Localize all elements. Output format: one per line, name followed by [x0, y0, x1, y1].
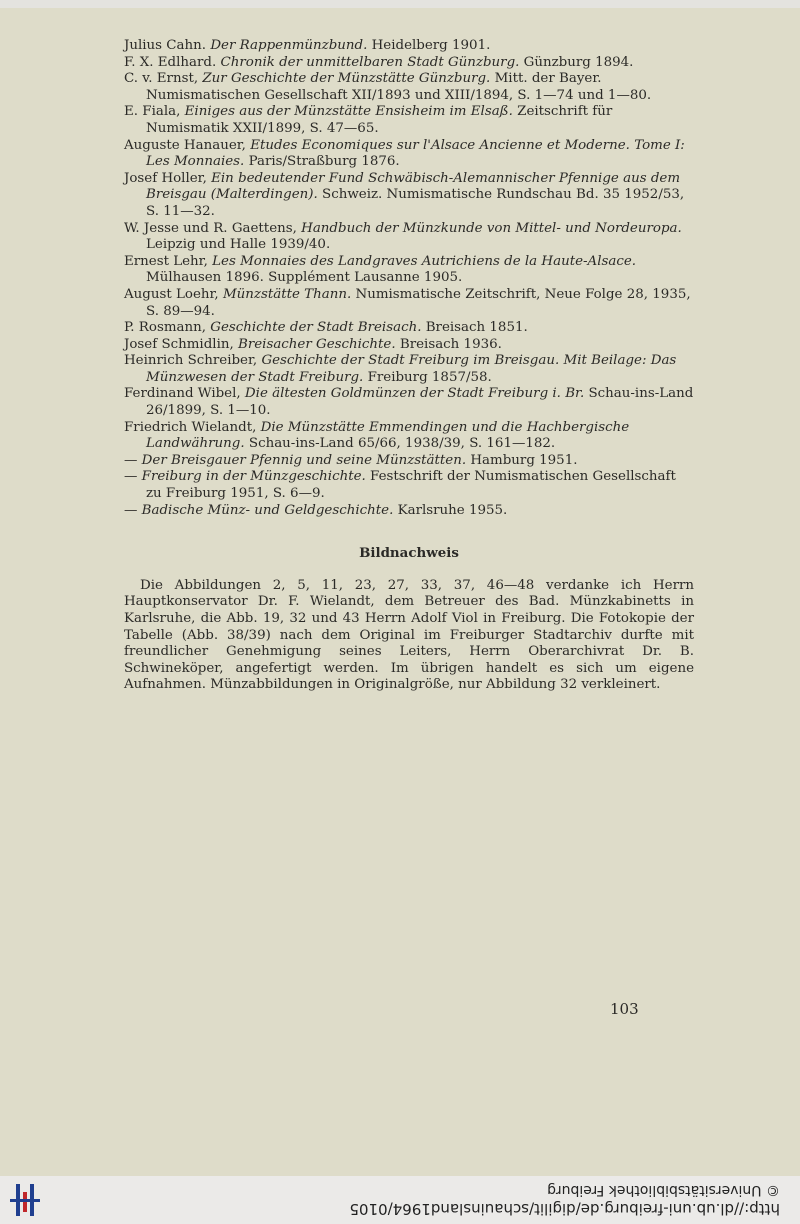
- sub-reference-dash: —: [124, 469, 142, 485]
- reference-details: Numismatische Zeitschrift, Neue Folge 28, 1935, S. 89—94.: [146, 286, 691, 319]
- reference-title: Münzstätte Thann.: [222, 286, 352, 302]
- reference-title: Chronik der unmittelbaren Stadt Günzburg.: [220, 54, 520, 70]
- sub-reference-title: Badische Münz- und Geldgeschichte.: [141, 502, 394, 518]
- reference-details: Mülhausen 1896. Supplément Lausanne 1905.: [146, 270, 463, 286]
- reference-entry: [124, 353, 694, 386]
- reference-author: Friedrich Wielandt,: [124, 419, 257, 435]
- reference-details: Zeitschrift für Numismatik XXII/1899, S. 47—65.: [146, 104, 613, 136]
- reference-entry: [124, 254, 694, 287]
- reference-author: F. X. Edlhard.: [124, 54, 217, 70]
- copyright-notice: © Universitätsbibliothek Freiburg: [547, 1182, 780, 1198]
- reference-author: W. Jesse und R. Gaettens,: [124, 220, 297, 236]
- sub-reference-details: Hamburg 1951.: [470, 452, 578, 468]
- page-number: 103: [610, 1000, 639, 1018]
- reference-entry: [124, 420, 694, 453]
- reference-entry: [124, 221, 694, 254]
- reference-author: Josef Holler,: [124, 170, 207, 186]
- reference-entry: [124, 386, 694, 419]
- viewer-header: [0, 1176, 800, 1224]
- reference-entry: [124, 171, 694, 221]
- sub-reference-list: [124, 453, 694, 519]
- reference-title: Etudes Economiques sur l'Alsace Ancienne et Moderne. Tome I: Les Monnaies.: [146, 137, 685, 170]
- reference-entry: [124, 337, 694, 354]
- reference-author: Josef Schmidlin,: [124, 336, 234, 352]
- section-heading: Bildnachweis: [359, 545, 459, 562]
- sub-reference-entry: [124, 453, 694, 470]
- document-url[interactable]: http://dl.ub.uni-freiburg.de/digilit/schauinsland1964/0105: [349, 1200, 780, 1218]
- sub-reference-title: Der Breisgauer Pfennig und seine Münzstätten.: [141, 452, 467, 468]
- sub-reference-dash: —: [124, 452, 142, 468]
- sub-reference-title: Freiburg in der Münzgeschichte.: [141, 469, 366, 485]
- image-credits-paragraph: Die Abbildungen 2, 5, 11, 23, 27, 33, 37, 46—48 verdanke ich Herrn Hauptkonservator Dr. F. Wielandt, dem Betreuer des Bad. Münzkabinetts in Karlsruhe, die Abb. 19, 32 und 43 Herrn Adolf Viol in Freiburg. Die Fotokopie der Tabelle (Abb. 38/39) nach dem Original im Freiburger Stadtarchiv durfte mit freundlicher Genehmigung seines Leiters, Herrn Oberarchivrat Dr. B. Schwineköper, angefertigt werden. Im übrigen handelt es sich um eigene Aufnahmen. Münzabbildungen in Originalgröße, nur Abbildung 32 verkleinert.: [124, 577, 694, 693]
- sub-reference-details: Festschrift der Numismatischen Gesellschaft zu Freiburg 1951, S. 6—9.: [146, 469, 676, 502]
- book-page: [0, 8, 800, 1176]
- reference-title: Die Münzstätte Emmendingen und die Hachbergische Landwährung.: [146, 419, 630, 452]
- reference-entry: [124, 104, 694, 137]
- reference-entry: [124, 287, 694, 320]
- reference-author: Ernest Lehr,: [124, 253, 208, 269]
- sub-reference-entry: [124, 503, 694, 520]
- text-column: [124, 38, 694, 694]
- reference-list: [124, 38, 694, 453]
- reference-details: Mitt. der Bayer. Numismatischen Gesellschaft XII/1893 und XIII/1894, S. 1—74 und 1—80.: [146, 71, 652, 103]
- sub-reference-dash: —: [124, 502, 142, 518]
- reference-details: Leipzig und Halle 1939/40.: [146, 237, 331, 253]
- reference-author: Heinrich Schreiber,: [124, 353, 258, 369]
- university-logo-icon: [10, 1184, 40, 1216]
- reference-entry: [124, 71, 694, 104]
- reference-title: Handbuch der Münzkunde von Mittel- und Nordeuropa.: [301, 220, 682, 236]
- page-content: [0, 8, 800, 1176]
- reference-details: Breisach 1851.: [425, 320, 528, 336]
- reference-author: Auguste Hanauer,: [124, 137, 246, 153]
- reference-author: P. Rosmann,: [124, 320, 207, 336]
- reference-author: C. v. Ernst,: [124, 71, 199, 87]
- reference-title: Les Monnaies des Landgraves Autrichiens de la Haute-Alsace.: [212, 253, 637, 269]
- reference-author: August Loehr,: [124, 286, 219, 302]
- reference-details: Günzburg 1894.: [523, 54, 634, 70]
- reference-author: Julius Cahn.: [124, 38, 207, 53]
- reference-title: Der Rappenmünzbund.: [210, 38, 368, 53]
- reference-entry: [124, 55, 694, 72]
- reference-title: Geschichte der Stadt Freiburg im Breisgau. Mit Beilage: Das Münzwesen der Stadt Freiburg.: [146, 353, 677, 385]
- reference-details: Paris/Straßburg 1876.: [248, 154, 400, 170]
- reference-title: Ein bedeutender Fund Schwäbisch-Alemannischer Pfennige aus dem Breisgau (Malterdingen).: [146, 170, 681, 203]
- reference-title: Zur Geschichte der Münzstätte Günzburg.: [202, 71, 491, 87]
- reference-details: Heidelberg 1901.: [371, 38, 491, 53]
- reference-details: Breisach 1936.: [399, 336, 502, 352]
- reference-details: Schau-ins-Land 26/1899, S. 1—10.: [146, 386, 694, 419]
- reference-title: Geschichte der Stadt Breisach.: [210, 320, 422, 336]
- reference-details: Schau-ins-Land 65/66, 1938/39, S. 161—182.: [248, 436, 556, 452]
- sub-reference-entry: [124, 469, 694, 502]
- reference-title: Die ältesten Goldmünzen der Stadt Freiburg i. Br.: [244, 386, 585, 402]
- reference-title: Breisacher Geschichte.: [238, 336, 396, 352]
- reference-entry: [124, 138, 694, 171]
- viewer-footer-strip: [0, 0, 800, 8]
- reference-details: Schweiz. Numismatische Rundschau Bd. 35 1952/53, S. 11—32.: [146, 187, 685, 219]
- sub-reference-details: Karlsruhe 1955.: [397, 502, 508, 518]
- reference-author: E. Fiala,: [124, 104, 181, 120]
- reference-author: Ferdinand Wibel,: [124, 386, 241, 402]
- reference-title: Einiges aus der Münzstätte Ensisheim im Elsaß.: [184, 104, 513, 120]
- reference-details: Freiburg 1857/58.: [367, 369, 492, 385]
- reference-entry: [124, 320, 694, 337]
- reference-entry: [124, 38, 694, 55]
